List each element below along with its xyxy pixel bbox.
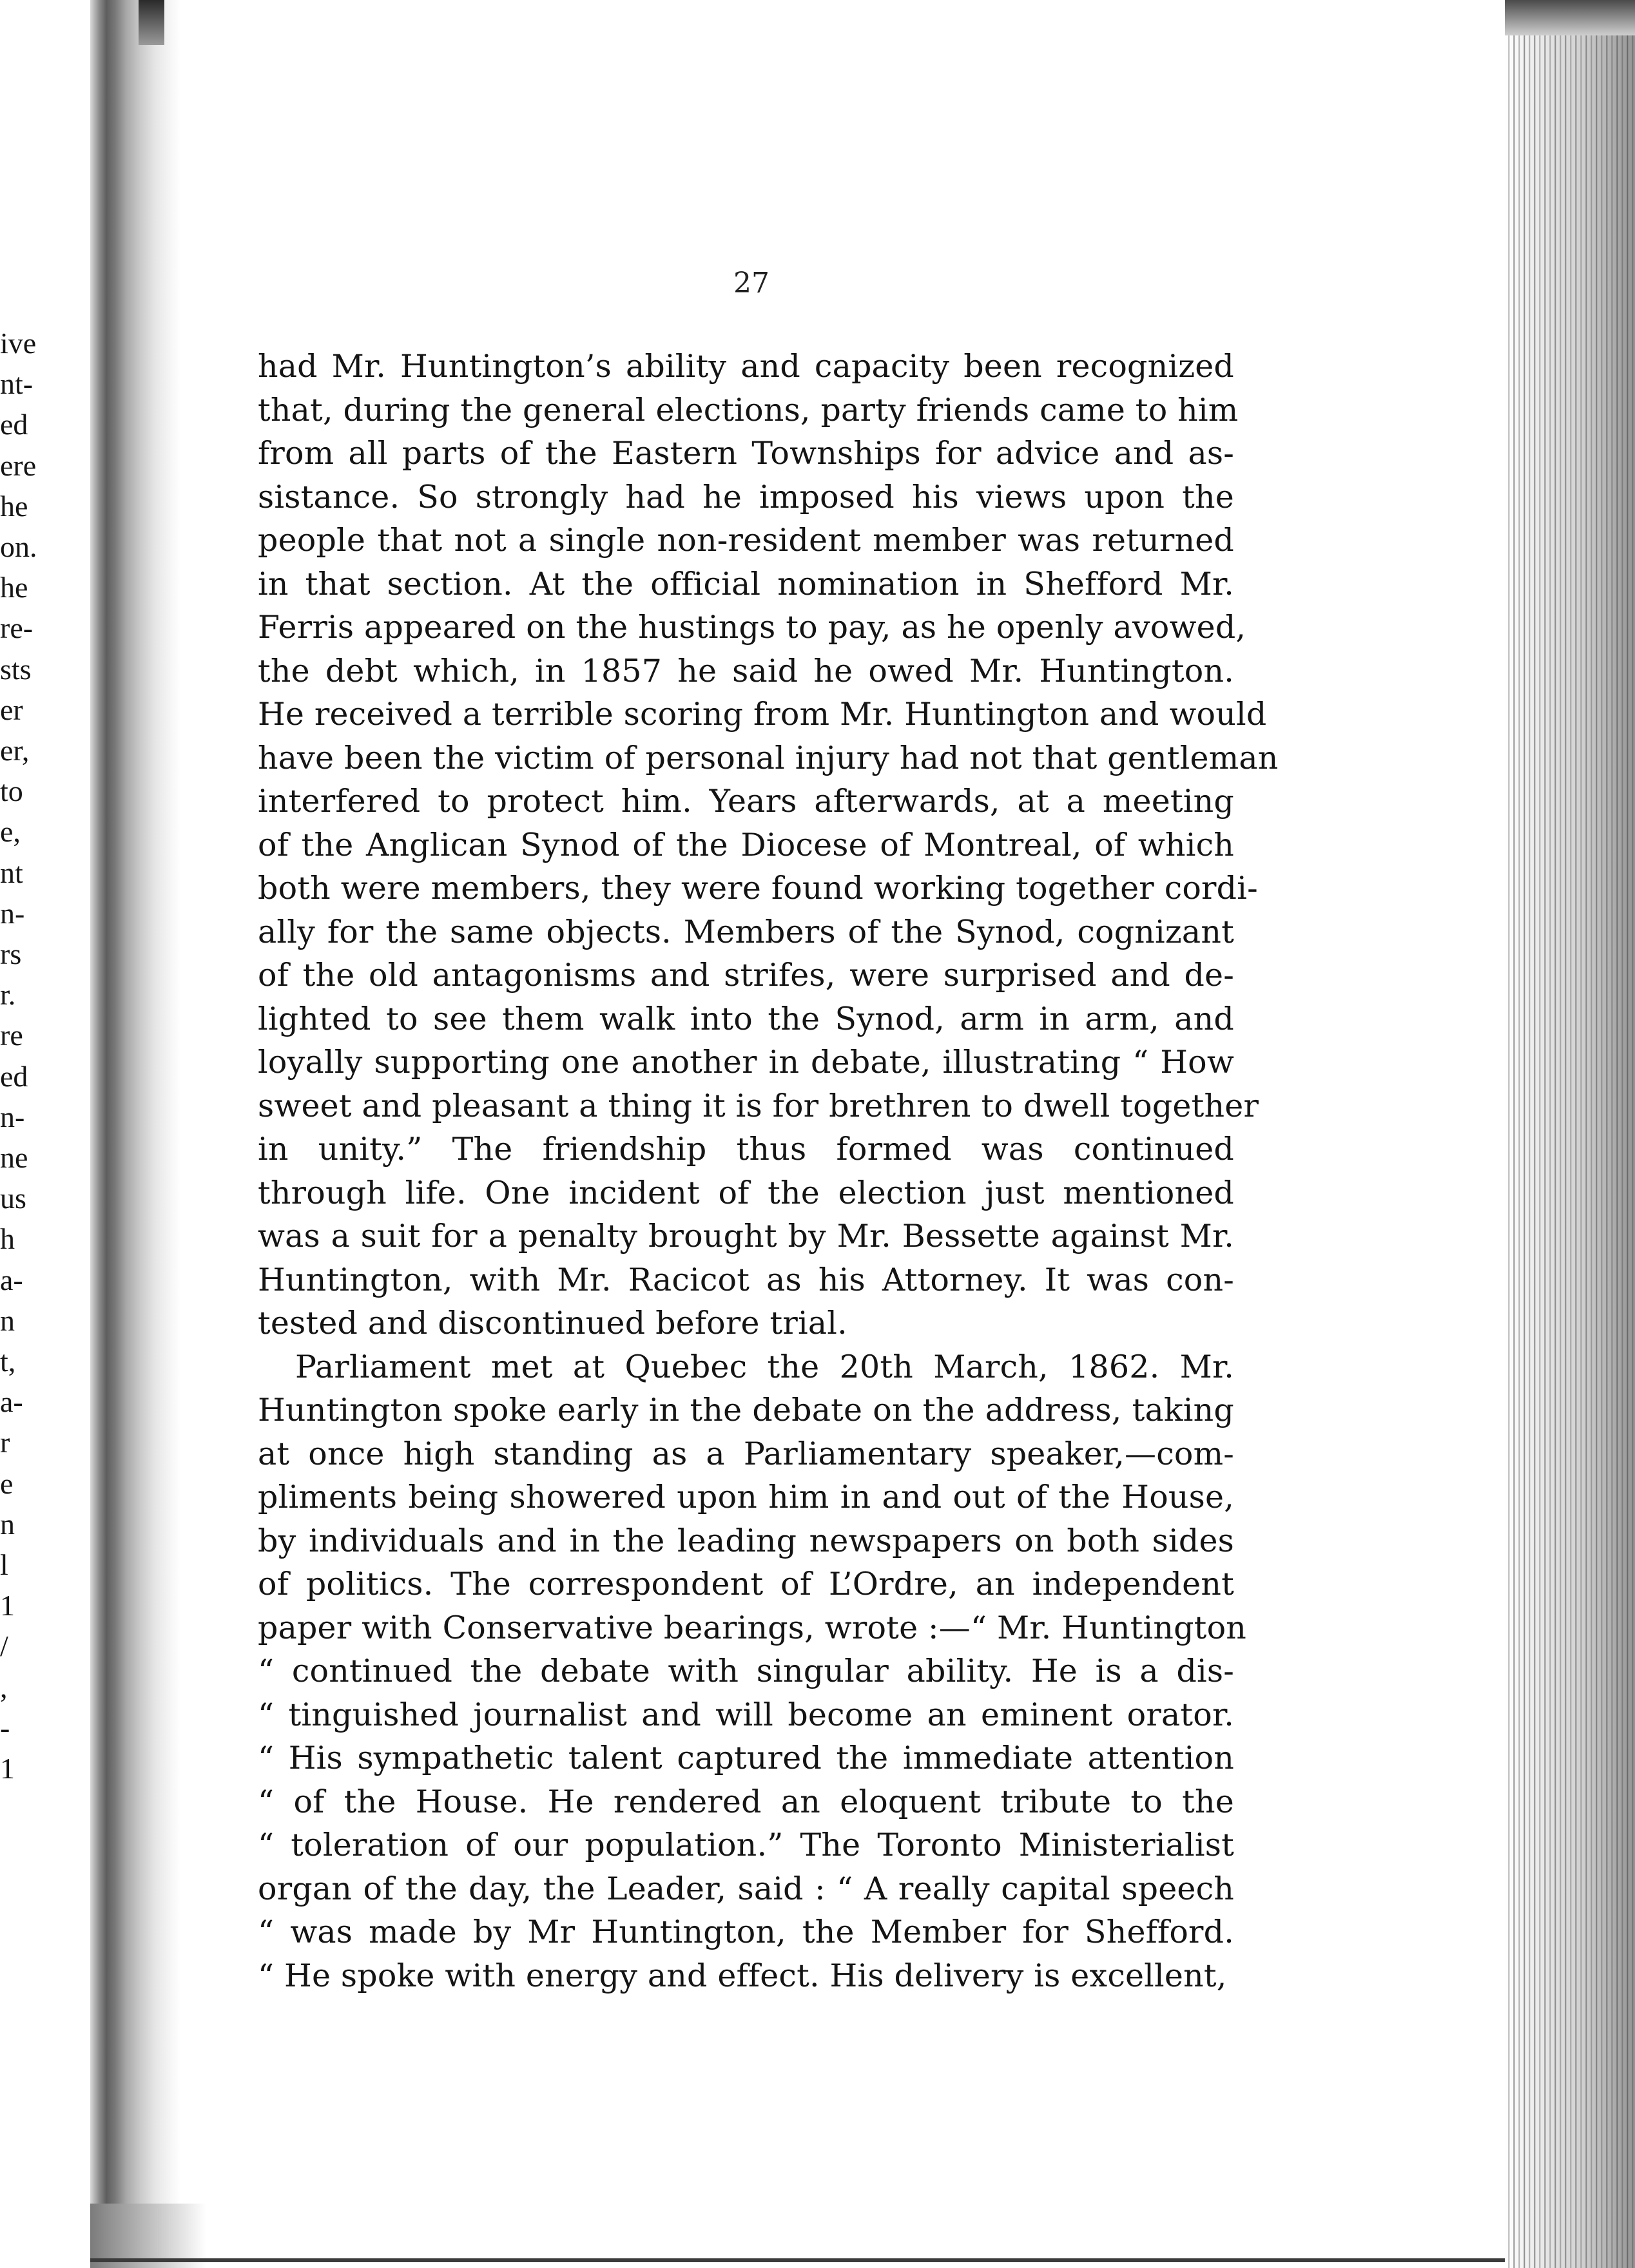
previous-page-fragment: to — [0, 774, 23, 808]
previous-page-fragment: 1 — [0, 1752, 15, 1785]
previous-page-fragment: e, — [0, 815, 21, 849]
previous-page-fragment: ive — [0, 327, 37, 360]
text-line: of the old antagonisms and strifes, were surprised and de- — [258, 957, 1234, 994]
text-line: in that section. At the official nomination in Shefford Mr. — [258, 565, 1234, 602]
text-line: of politics. The correspondent of L’Ordre, an independent — [258, 1566, 1234, 1602]
right-page-edges-shade — [1505, 0, 1635, 2268]
text-line: lighted to see them walk into the Synod, arm in arm, and — [258, 1000, 1234, 1037]
text-line: He received a terrible scoring from Mr. Huntington and would — [258, 696, 1267, 733]
previous-page-fragment: er, — [0, 734, 30, 767]
text-line: pliments being showered upon him in and out of the House, — [258, 1479, 1234, 1515]
previous-page-fragment: , — [0, 1670, 8, 1704]
previous-page-fragment: n- — [0, 896, 25, 930]
previous-page-fragment: - — [0, 1711, 10, 1744]
text-line: Huntington spoke early in the debate on the address, taking — [258, 1392, 1234, 1428]
previous-page-fragment: nt — [0, 856, 23, 889]
previous-page-fragment: a- — [0, 1263, 23, 1296]
text-line: paper with Conservative bearings, wrote :—“ Mr. Huntington — [258, 1609, 1247, 1646]
previous-page-fragment: er — [0, 693, 23, 726]
previous-page-fragment: a- — [0, 1385, 23, 1419]
text-line: people that not a single non-resident member was returned — [258, 522, 1234, 559]
text-line: both were members, they were found working together cordi- — [258, 870, 1258, 907]
text-line: organ of the day, the Leader, said : “ A really capital speech — [258, 1870, 1234, 1907]
text-line: “ was made by Mr Huntington, the Member for Shefford. — [258, 1914, 1234, 1950]
text-line: Huntington, with Mr. Racicot as his Attorney. It was con- — [258, 1261, 1234, 1298]
previous-page-fragment: sts — [0, 652, 32, 686]
previous-page-fragment: ne — [0, 1141, 28, 1174]
book-binding-shadow — [90, 0, 180, 2268]
text-line: sweet and pleasant a thing it is for brethren to dwell together — [258, 1087, 1259, 1124]
previous-page-fragment: e — [0, 1466, 14, 1500]
previous-page-fragment: r. — [0, 978, 16, 1012]
text-line: had Mr. Huntington’s ability and capacity been recognized — [258, 348, 1234, 385]
text-line: “ of the House. He rendered an eloquent tribute to the — [258, 1783, 1234, 1820]
previous-page-fragment: n — [0, 1303, 15, 1337]
previous-page-fragment: on. — [0, 530, 37, 563]
text-line: “ continued the debate with singular ability. He is a dis- — [258, 1653, 1234, 1689]
text-line: have been the victim of personal injury had not that gentleman — [258, 739, 1279, 776]
text-line: that, during the general elections, party friends came to him — [258, 391, 1239, 428]
text-line: through life. One incident of the election just mentioned — [258, 1174, 1234, 1211]
previous-page-fragment: 1 — [0, 1589, 15, 1622]
previous-page-fragment: n- — [0, 1100, 25, 1133]
previous-page-fragment: / — [0, 1629, 8, 1663]
previous-page-fragment: n — [0, 1507, 15, 1541]
previous-page-fragment: ed — [0, 1059, 28, 1093]
page-bottom-edge — [90, 2258, 1527, 2262]
previous-page-fragment: ed — [0, 408, 28, 441]
text-line: loyally supporting one another in debate, illustrating “ How — [258, 1044, 1234, 1081]
previous-page-fragment: re — [0, 1019, 23, 1052]
previous-page-fragment: t, — [0, 1345, 16, 1378]
text-line: the debt which, in 1857 he said he owed Mr. Huntington. — [258, 652, 1234, 689]
text-line: of the Anglican Synod of the Diocese of Montreal, of which — [258, 826, 1234, 863]
text-line: “ tinguished journalist and will become an eminent orator. — [258, 1696, 1234, 1733]
previous-page-fragment: rs — [0, 937, 22, 970]
text-line: from all parts of the Eastern Townships for advice and as- — [258, 435, 1234, 472]
paragraph — [258, 1345, 1247, 1998]
previous-page-fragment: l — [0, 1548, 8, 1581]
text-line: sistance. So strongly had he imposed his views upon the — [258, 478, 1234, 515]
previous-page-fragment: he — [0, 571, 28, 604]
text-line: in unity.” The friendship thus formed was continued — [258, 1131, 1234, 1168]
text-line: ally for the same objects. Members of the Synod, cognizant — [258, 913, 1234, 950]
right-top-corner-shadow — [1505, 0, 1635, 35]
previous-page-fragment: h — [0, 1222, 15, 1256]
text-line: interfered to protect him. Years afterwards, at a meeting — [258, 783, 1234, 820]
text-line: by individuals and in the leading newspapers on both sides — [258, 1522, 1234, 1559]
text-line: at once high standing as a Parliamentary speaker,—com- — [258, 1435, 1234, 1472]
previous-page-fragment: he — [0, 489, 28, 523]
text-line: Parliament met at Quebec the 20th March, 1862. Mr. — [295, 1348, 1234, 1385]
previous-page-fragment: ere — [0, 448, 37, 482]
text-line: tested and discontinued before trial. — [258, 1305, 847, 1341]
previous-page-fragment: us — [0, 1182, 26, 1215]
previous-page-fragment: re- — [0, 611, 34, 645]
text-line: “ He spoke with energy and effect. His delivery is excellent, — [258, 1957, 1227, 1994]
body-text — [258, 345, 1279, 1997]
text-line: “ His sympathetic talent captured the immediate attention — [258, 1740, 1234, 1776]
text-line: was a suit for a penalty brought by Mr. Bessette against Mr. — [258, 1218, 1234, 1254]
page-number: 27 — [733, 267, 769, 300]
text-line: “ toleration of our population.” The Toronto Ministerialist — [258, 1827, 1234, 1863]
previous-page-fragment: r — [0, 1426, 10, 1459]
text-line: Ferris appeared on the hustings to pay, as he openly avowed, — [258, 609, 1246, 646]
previous-page-fragment: nt- — [0, 367, 34, 401]
paragraph — [258, 345, 1279, 1345]
binding-top-shadow — [139, 0, 164, 45]
